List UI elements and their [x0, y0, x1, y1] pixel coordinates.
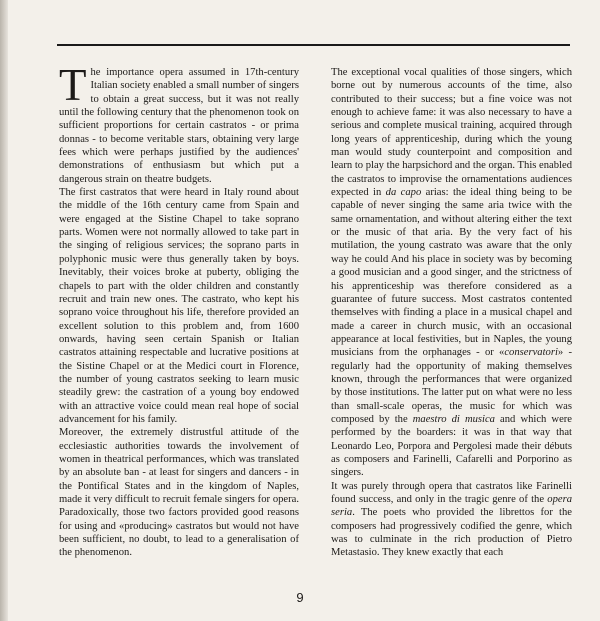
- drop-cap: T: [59, 60, 87, 110]
- text-run: It was purely through opera that castratos like Farinelli found success, and only in the tragic genre of the: [331, 480, 572, 505]
- paragraph: The first castratos that were heard in Italy round about the middle of the 16th century came from Spain and were engaged at the Sistine Chapel to take soprano parts. Women were not normally allowed to take part in the singing of religious services; the soprano parts in polyphonic music were thus generally taken by boys. Inevitably, their voices broke at puberty, obliging the chapels to part with the older children and constantly recruit and train new ones. The castrato, who kept his soprano voice throughout his life, therefore provided an excellent solution to this problem and, from 1600 onwards, having seen certain Spanish or Italian castratos attaining respectable and lucrative positions at the Sistine Chapel or at the Medici court in Florence, the number of young castratos seeking to learn music steadily grew: the castration of a young boy endowed with an attractive voice could mean real hope of social advancement for his family.: [59, 187, 299, 425]
- page-number: 9: [296, 590, 304, 605]
- left-column: [59, 60, 299, 560]
- italic-term: maestro di musica: [412, 413, 495, 425]
- italic-term: conservatori: [504, 347, 558, 359]
- paragraph: Moreover, the extremely distrustful attitude of the ecclesiastic authorities towards the involvement of women in theatrical performances, which was translated by an absolute ban - at least for singers and dancers - in the Pontifical States and in the kingdom of Naples, made it very difficult to recruit female singers for opera. Paradoxically, those two factors provided good reasons for using and «producing» castratos but would not have been sufficient, no doubt, to lead to a generalisation of the phenomenon.: [59, 427, 299, 559]
- paragraph-opera-seria: [331, 480, 572, 560]
- paragraph-text: he importance opera assumed in 17th-century Italian society enabled a small number of singers to obtain a great success, but it was not really until the following century that the phenomenon took on sufficient proportions for certain castratos - or prima donnas - to become veritable stars, obtaining very large fees which were perhaps justified by the audiences' demonstrations of enthusiasm but which put a dangerous strain on theatre budgets.: [59, 67, 299, 185]
- italic-term: da capo: [385, 187, 422, 199]
- text-run: and which were performed by the boarders: it was in that way that Leonardo Leo, Porpora and Pergolesi made their débuts as composers and Farinelli, Cafarelli and Porporino as singers.: [331, 413, 573, 479]
- paragraph-intro: [59, 60, 299, 186]
- text-run: » - regularly had the opportunity of making themselves known, through the performances that were organized by those institutions. The latter put on what were no less than small-scale operas, the music for which was composed by the: [331, 347, 572, 425]
- italic-term: opera seria: [331, 494, 572, 519]
- header-rule: [57, 44, 570, 46]
- text-run: arias: the ideal thing being to be capable of never singing the same aria twice with the same ornamentation, and without altering either the text or the music of that aria. By the very fact of his mutilation, the young castrato was aware that the only way he could And his place in society was by becoming a good musician and a good singer, and the strictness of his apprenticeship was therefore considered as a guarantee of future success. Most castratos contented themselves with finding a place in a musical chapel and made a career in church music, with an occasional appearance at local festivities, but in Naples, the young musicians from the orphanages - or «: [331, 187, 572, 359]
- text-run: The exceptional vocal qualities of those singers, which borne out by numerous accounts of the time, also contributed to their success; but a fine voice was not enough to achieve fame: it was also necessary to have a serious and complete musical training, acquired through long years of apprenticeship, during which the young man would study counterpoint and composition and learn to play the harpsichord and the organ. This enabled the castratos to improvise the ornamentations audiences expected in: [331, 67, 572, 199]
- paragraph-vocal-qualities: [331, 66, 572, 480]
- text-run: . The poets who provided the librettos for the composers had progressively codified the genre, which was to culminate in the rich production of Pietro Metastasio. They knew exactly that each: [331, 507, 572, 559]
- page-edge: [0, 0, 8, 621]
- right-column: [331, 66, 572, 560]
